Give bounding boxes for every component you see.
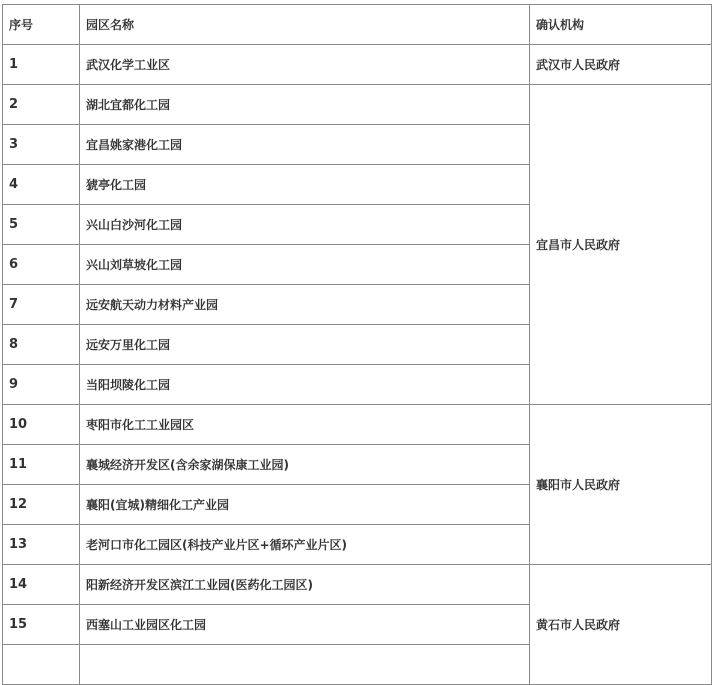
chemical-park-table xyxy=(2,4,712,685)
header-confirming-authority: 确认机构 xyxy=(530,5,712,45)
confirming-authority-cell: 襄阳市人民政府 xyxy=(530,405,712,565)
serial-number-cell: 1 xyxy=(3,45,80,85)
confirming-authority-cell: 宜昌市人民政府 xyxy=(530,85,712,405)
park-name-cell: 阳新经济开发区滨江工业园(医药化工园区) xyxy=(80,565,530,605)
serial-number-cell: 3 xyxy=(3,125,80,165)
serial-number-cell: 7 xyxy=(3,285,80,325)
confirming-authority-cell: 武汉市人民政府 xyxy=(530,45,712,85)
serial-number-cell: 14 xyxy=(3,565,80,605)
park-name-cell: 当阳坝陵化工园 xyxy=(80,365,530,405)
table-row xyxy=(3,85,712,125)
park-name-cell: 远安航天动力材料产业园 xyxy=(80,285,530,325)
park-name-cell: 兴山白沙河化工园 xyxy=(80,205,530,245)
park-name-cell: 襄阳(宜城)精细化工产业园 xyxy=(80,485,530,525)
serial-number-cell: 12 xyxy=(3,485,80,525)
table-row xyxy=(3,45,712,85)
serial-number-cell: 11 xyxy=(3,445,80,485)
table-header-row xyxy=(3,5,712,45)
park-name-cell: 西塞山工业园区化工园 xyxy=(80,605,530,645)
park-name-cell: 襄城经济开发区(含余家湖保康工业园) xyxy=(80,445,530,485)
park-name-cell: 武汉化学工业区 xyxy=(80,45,530,85)
serial-number-cell: 6 xyxy=(3,245,80,285)
park-name-cell: 老河口市化工园区(科技产业片区+循环产业片区) xyxy=(80,525,530,565)
park-name-cell: 猇亭化工园 xyxy=(80,165,530,205)
confirming-authority-cell: 黄石市人民政府 xyxy=(530,565,712,685)
serial-number-cell: 13 xyxy=(3,525,80,565)
header-park-name: 园区名称 xyxy=(80,5,530,45)
park-name-cell: 枣阳市化工工业园区 xyxy=(80,405,530,445)
serial-number-cell: 4 xyxy=(3,165,80,205)
park-name-cell: 湖北宜都化工园 xyxy=(80,85,530,125)
serial-number-cell: 8 xyxy=(3,325,80,365)
park-name-cell: 远安万里化工园 xyxy=(80,325,530,365)
serial-number-cell: 5 xyxy=(3,205,80,245)
table-body xyxy=(3,45,712,685)
serial-number-cell: 15 xyxy=(3,605,80,645)
serial-number-cell: 2 xyxy=(3,85,80,125)
table-row xyxy=(3,405,712,445)
park-name-cell: 兴山刘草坡化工园 xyxy=(80,245,530,285)
park-name-cell: 宜昌姚家港化工园 xyxy=(80,125,530,165)
serial-number-cell: 10 xyxy=(3,405,80,445)
table-row xyxy=(3,565,712,605)
serial-number-cell: 9 xyxy=(3,365,80,405)
header-serial-number: 序号 xyxy=(3,5,80,45)
